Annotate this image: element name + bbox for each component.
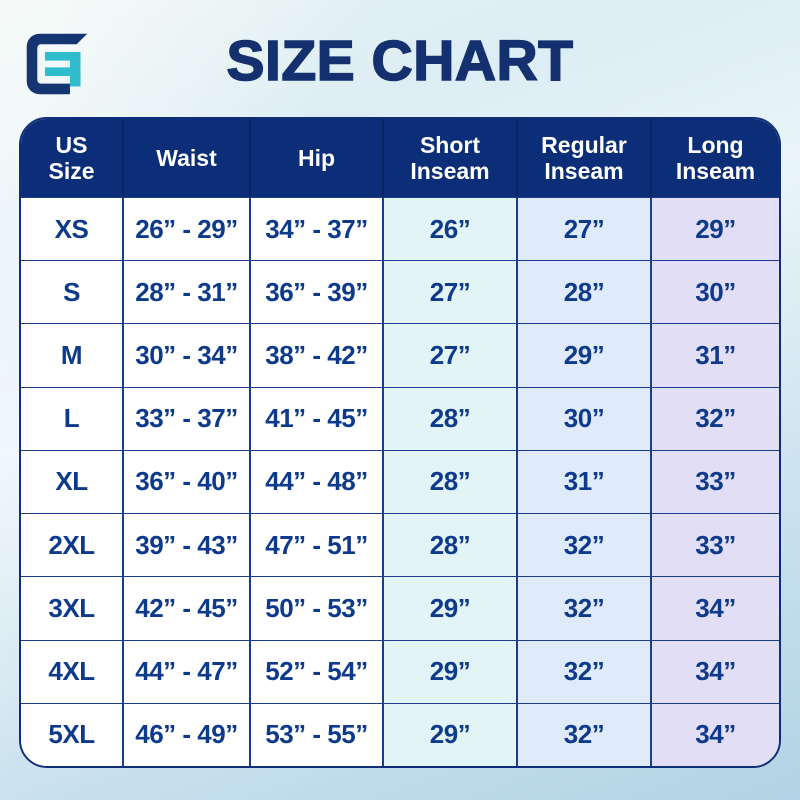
short-inseam-cell: 29” <box>384 703 518 766</box>
waist-cell: 30” - 34” <box>124 323 251 386</box>
waist-cell: 26” - 29” <box>124 197 251 260</box>
column-header-short-inseam: Short Inseam <box>384 119 518 197</box>
size-cell: 5XL <box>21 703 124 766</box>
hip-cell: 52” - 54” <box>251 640 384 703</box>
regular-inseam-cell: 27” <box>518 197 652 260</box>
waist-cell: 42” - 45” <box>124 576 251 639</box>
size-cell: 2XL <box>21 513 124 576</box>
regular-inseam-cell: 32” <box>518 640 652 703</box>
regular-inseam-cell: 32” <box>518 703 652 766</box>
long-inseam-cell: 32” <box>652 387 779 450</box>
hip-cell: 47” - 51” <box>251 513 384 576</box>
column-header-long-inseam: Long Inseam <box>652 119 779 197</box>
size-cell: S <box>21 260 124 323</box>
short-inseam-cell: 29” <box>384 640 518 703</box>
column-header-us-size: US Size <box>21 119 124 197</box>
size-cell: M <box>21 323 124 386</box>
waist-cell: 33” - 37” <box>124 387 251 450</box>
long-inseam-cell: 34” <box>652 703 779 766</box>
hip-cell: 50” - 53” <box>251 576 384 639</box>
short-inseam-cell: 26” <box>384 197 518 260</box>
regular-inseam-cell: 32” <box>518 576 652 639</box>
short-inseam-cell: 27” <box>384 260 518 323</box>
column-header-regular-inseam: Regular Inseam <box>518 119 652 197</box>
short-inseam-cell: 28” <box>384 450 518 513</box>
size-cell: XL <box>21 450 124 513</box>
hip-cell: 41” - 45” <box>251 387 384 450</box>
size-cell: 3XL <box>21 576 124 639</box>
waist-cell: 39” - 43” <box>124 513 251 576</box>
column-header-hip: Hip <box>251 119 384 197</box>
long-inseam-cell: 34” <box>652 576 779 639</box>
size-cell: L <box>21 387 124 450</box>
long-inseam-cell: 29” <box>652 197 779 260</box>
regular-inseam-cell: 31” <box>518 450 652 513</box>
waist-cell: 46” - 49” <box>124 703 251 766</box>
regular-inseam-cell: 29” <box>518 323 652 386</box>
short-inseam-cell: 29” <box>384 576 518 639</box>
short-inseam-cell: 28” <box>384 513 518 576</box>
hip-cell: 36” - 39” <box>251 260 384 323</box>
column-header-waist: Waist <box>124 119 251 197</box>
size-cell: XS <box>21 197 124 260</box>
hip-cell: 38” - 42” <box>251 323 384 386</box>
regular-inseam-cell: 32” <box>518 513 652 576</box>
regular-inseam-cell: 28” <box>518 260 652 323</box>
long-inseam-cell: 30” <box>652 260 779 323</box>
long-inseam-cell: 33” <box>652 513 779 576</box>
regular-inseam-cell: 30” <box>518 387 652 450</box>
page-title: SIZE CHART <box>226 29 574 93</box>
short-inseam-cell: 27” <box>384 323 518 386</box>
short-inseam-cell: 28” <box>384 387 518 450</box>
hip-cell: 34” - 37” <box>251 197 384 260</box>
size-chart-table <box>19 117 781 768</box>
hip-cell: 44” - 48” <box>251 450 384 513</box>
long-inseam-cell: 33” <box>652 450 779 513</box>
waist-cell: 28” - 31” <box>124 260 251 323</box>
waist-cell: 36” - 40” <box>124 450 251 513</box>
long-inseam-cell: 31” <box>652 323 779 386</box>
size-cell: 4XL <box>21 640 124 703</box>
waist-cell: 44” - 47” <box>124 640 251 703</box>
hip-cell: 53” - 55” <box>251 703 384 766</box>
long-inseam-cell: 34” <box>652 640 779 703</box>
